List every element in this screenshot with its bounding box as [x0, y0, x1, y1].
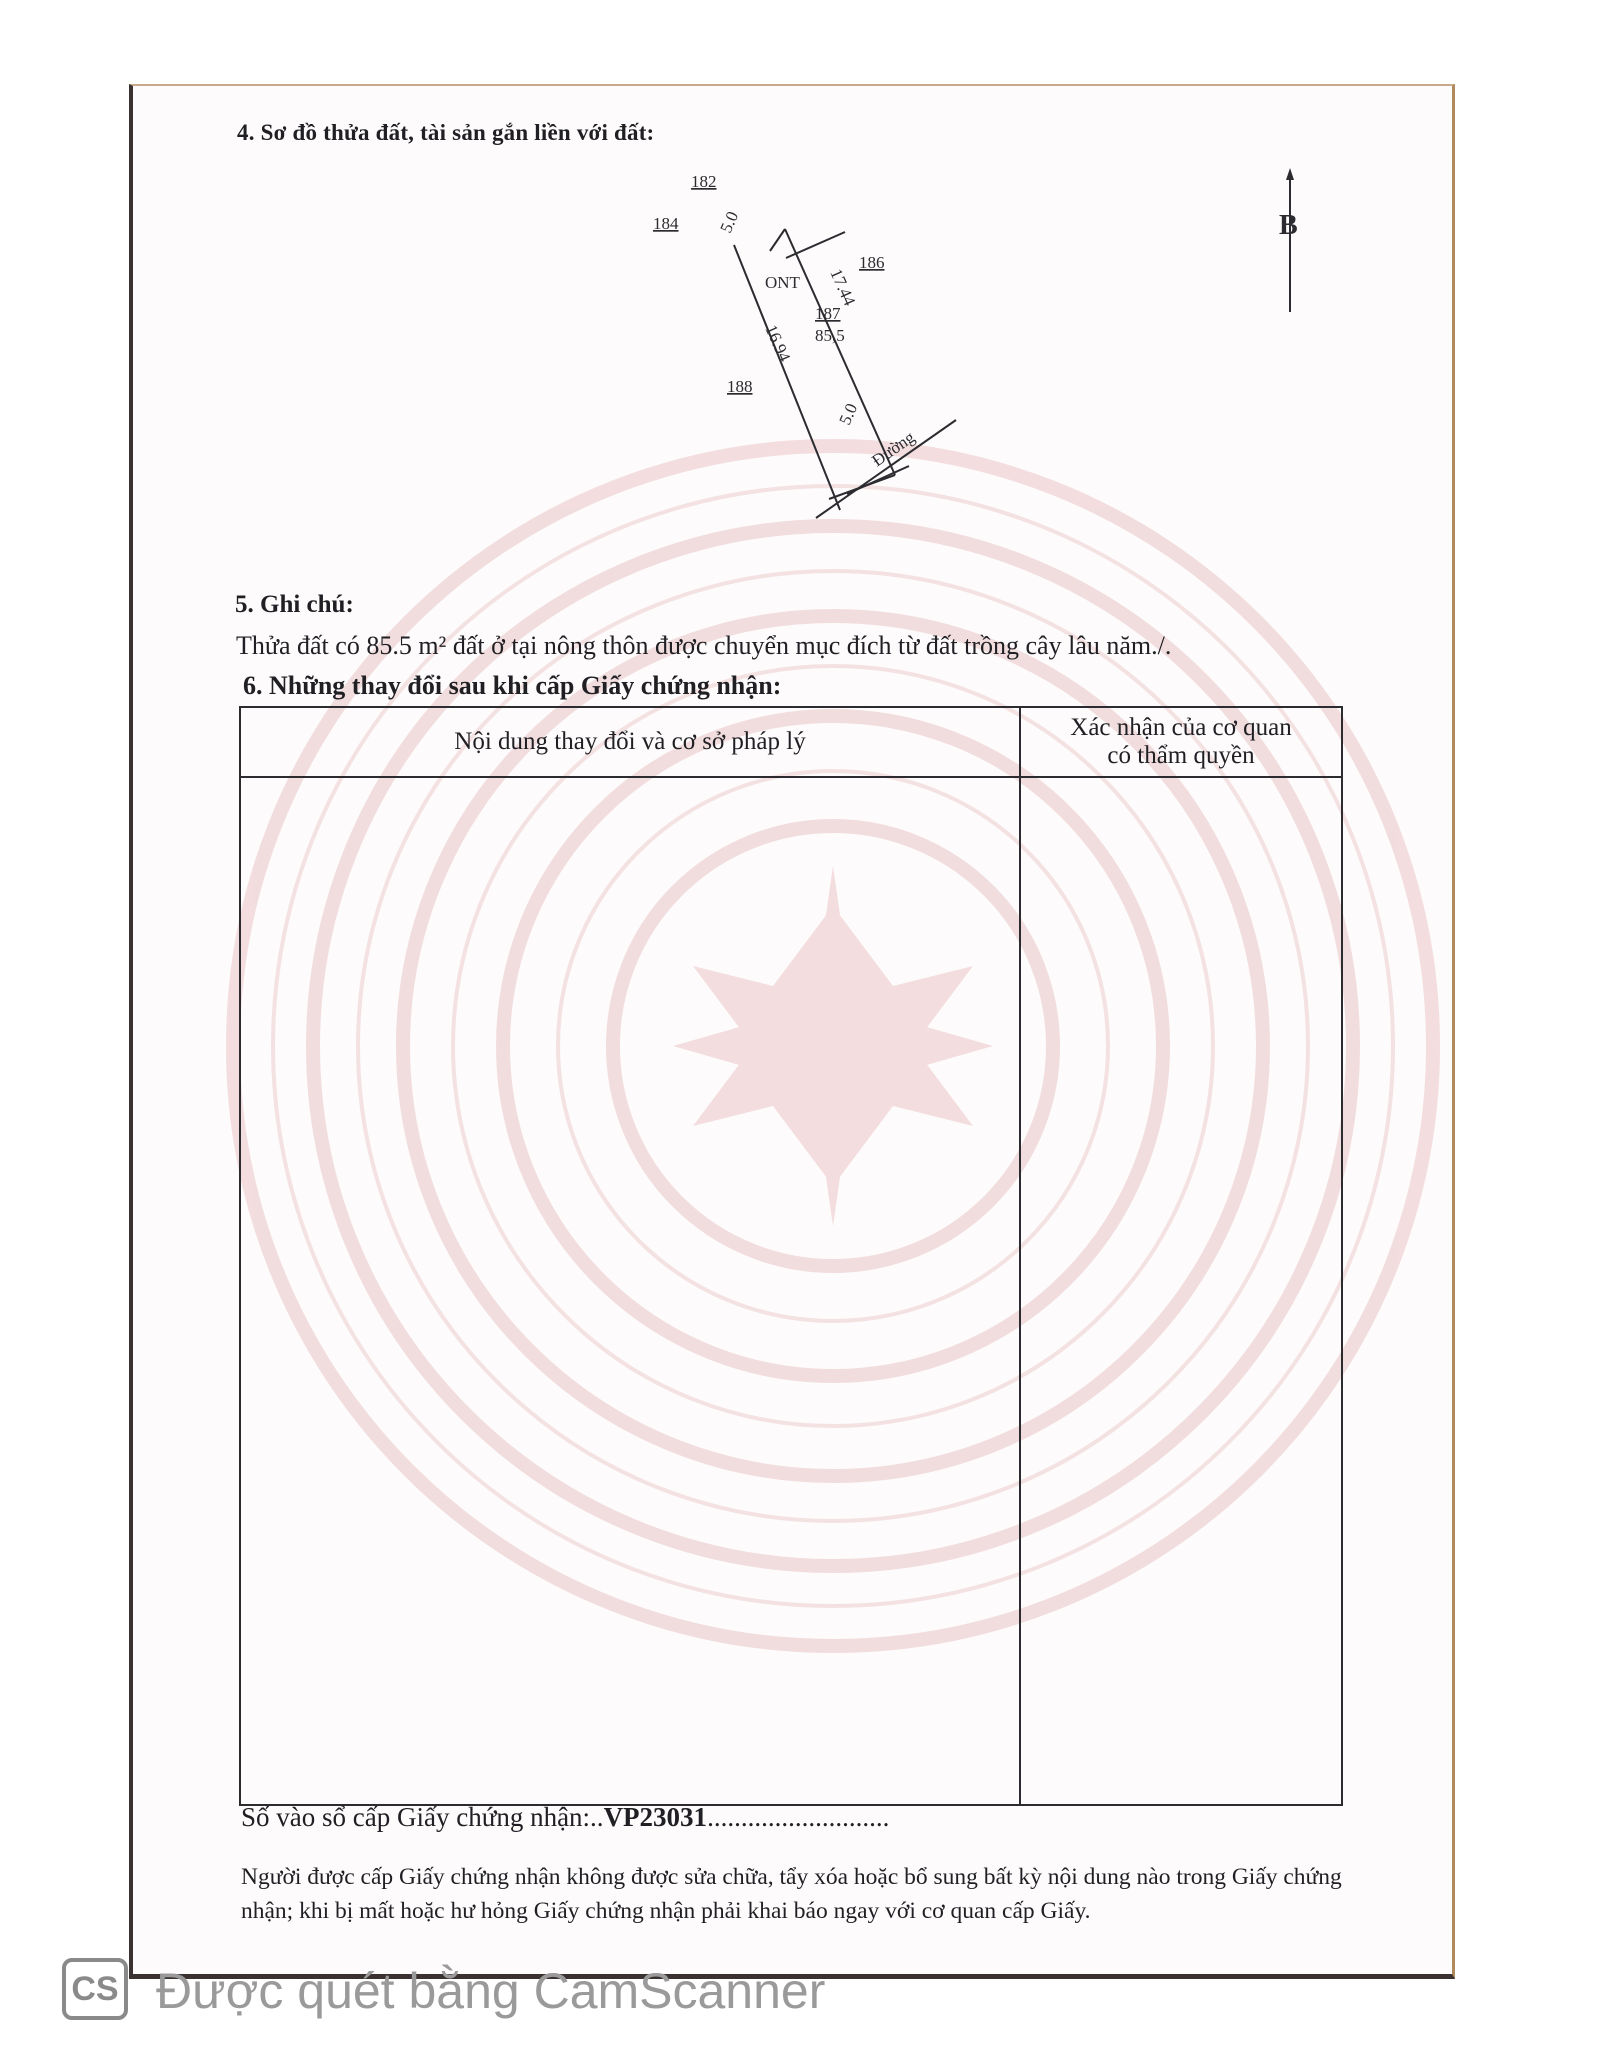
camscanner-logo-icon: CS — [62, 1958, 128, 2020]
changes-content-cell — [240, 777, 1020, 1805]
registration-number-line — [241, 1802, 889, 1833]
section6-title: 6. Những thay đổi sau khi cấp Giấy chứng nhận: — [243, 671, 782, 700]
land-type-label: ONT — [765, 273, 800, 292]
north-arrow-label: B — [1279, 210, 1298, 241]
registration-number: VP23031 — [603, 1802, 708, 1832]
camscanner-text: Được quét bằng CamScanner — [156, 1963, 826, 2019]
neighbor-184-label: 184 — [653, 214, 679, 233]
parcel-number-label: 187 — [815, 304, 841, 323]
edge-top-length: 5.0 — [716, 208, 743, 236]
parcel-area-label: 85,5 — [815, 326, 845, 345]
warning-notice: Người được cấp Giấy chứng nhận không được sửa chữa, tẩy xóa hoặc bổ sung bất kỳ nội dung nào trong Giấy chứng nhận; khi bị mất hoặc hư hỏng Giấy chứng nhận phải khai báo ngay với cơ quan cấp Giấy. — [241, 1864, 1342, 1924]
authority-header-line1: Xác nhận của cơ quan — [1070, 714, 1292, 741]
section5-note: Thửa đất có 85.5 m² đất ở tại nông thôn được chuyển mục đích từ đất trồng cây lâu năm./. — [236, 631, 1172, 660]
registration-dots: ........................... — [707, 1802, 890, 1832]
edge-right-length: 17.44 — [826, 265, 860, 309]
neighbor-186-label: 186 — [859, 253, 885, 272]
changes-content-header: Nội dung thay đổi và cơ sở pháp lý — [240, 707, 1020, 777]
table-row — [240, 777, 1342, 1805]
authority-confirmation-header — [1020, 707, 1342, 777]
registration-label: Số vào sổ cấp Giấy chứng nhận:.. — [241, 1802, 604, 1832]
land-parcel-diagram — [133, 86, 1455, 586]
changes-table — [239, 706, 1343, 1806]
authority-confirmation-cell — [1020, 777, 1342, 1805]
section4-title: 4. Sơ đồ thửa đất, tài sản gắn liền với đất: — [237, 120, 655, 145]
neighbor-182-label: 182 — [691, 172, 717, 191]
authority-header-line2: có thẩm quyền — [1107, 742, 1255, 769]
table-header-row — [240, 707, 1342, 777]
road-label: Đường — [868, 427, 919, 471]
certificate-page — [129, 84, 1455, 1979]
edge-left-length: 16.94 — [761, 321, 795, 365]
neighbor-188-label: 188 — [727, 377, 753, 396]
edge-bottom-length: 5.0 — [835, 400, 862, 428]
section5-title: 5. Ghi chú: — [235, 591, 354, 618]
